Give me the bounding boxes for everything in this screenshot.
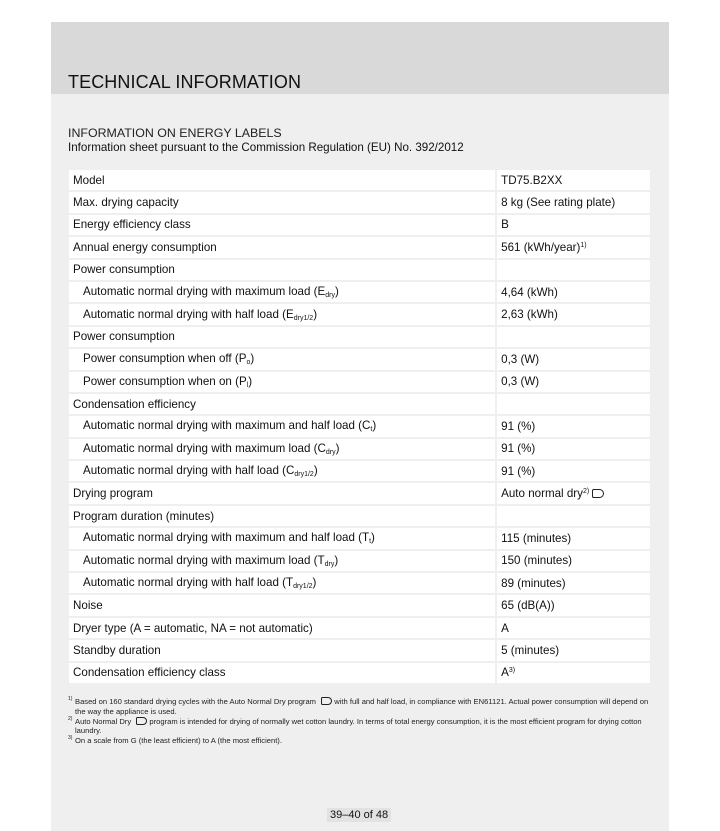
row-label-subscript: dry1/2	[293, 583, 313, 591]
row-label-text: Noise	[73, 599, 103, 613]
row-label-end: )	[371, 531, 375, 545]
row-label	[69, 170, 497, 192]
table-row	[69, 260, 652, 282]
footnote-text: On a scale from G (the least efficient) to A (the most efficient).	[75, 736, 282, 746]
row-value-text: 91 (%)	[501, 464, 536, 478]
table-row	[69, 170, 652, 192]
page-title: TECHNICAL INFORMATION	[68, 72, 302, 92]
row-label	[69, 439, 497, 461]
table-row	[69, 663, 652, 685]
row-label-text: Power consumption	[73, 330, 175, 344]
row-label-text: Automatic normal drying with maximum load (T	[83, 553, 325, 567]
table-row	[69, 192, 652, 214]
row-label-end: )	[335, 441, 340, 455]
footnotes	[68, 697, 658, 746]
row-value	[497, 372, 652, 394]
row-label-text: Max. drying capacity	[73, 196, 179, 210]
row-label-text: Condensation efficiency class	[73, 666, 226, 680]
row-label	[69, 349, 497, 371]
row-label-text: Automatic normal drying with maximum load (E	[83, 285, 326, 299]
row-label	[69, 327, 497, 349]
row-label-text: Power consumption when off (P	[83, 352, 247, 366]
row-label-end: )	[312, 576, 317, 590]
table-row	[69, 304, 652, 326]
table-row	[69, 282, 652, 304]
row-label-subscript: t	[370, 426, 373, 434]
row-label	[69, 192, 497, 214]
row-value-text: 5 (minutes)	[501, 643, 560, 657]
document-page	[51, 22, 669, 831]
row-value	[497, 640, 652, 662]
row-label-text: Energy efficiency class	[73, 218, 191, 232]
row-value	[497, 528, 652, 550]
row-value	[497, 595, 652, 617]
footnote-number: 3)	[68, 735, 73, 742]
row-value	[497, 618, 652, 640]
row-label	[69, 640, 497, 662]
row-value	[497, 170, 652, 192]
footnote-text: program is intended for drying of normally wet cotton laundry. In terms of total energy consumption, it is the most efficient program for drying cotton laundry.	[75, 716, 642, 736]
row-label-text: Drying program	[73, 487, 153, 501]
row-label-text: Program duration (minutes)	[73, 509, 215, 523]
dryer-program-icon	[592, 489, 604, 498]
row-label	[69, 573, 497, 595]
table-row	[69, 237, 652, 259]
table-row	[69, 394, 652, 416]
row-value-text: 150 (minutes)	[501, 554, 573, 568]
row-value-text: TD75.B2XX	[501, 173, 563, 187]
row-value-text: 0,3 (W)	[501, 375, 540, 389]
row-value-text: 8 kg (See rating plate)	[501, 196, 616, 210]
regulation-text: Information sheet pursuant to the Commission Regulation (EU) No. 392/2012	[68, 141, 464, 154]
row-value-text: 0,3 (W)	[501, 352, 540, 366]
table-row	[69, 618, 652, 640]
row-label	[69, 215, 497, 237]
row-label-subscript: dry	[325, 448, 336, 456]
row-label	[69, 483, 497, 505]
row-value-text: 561 (kWh/year)	[501, 240, 581, 254]
row-label-text: Automatic normal drying with maximum and half load (T	[83, 531, 370, 545]
row-label-text: Automatic normal drying with maximum load (C	[83, 441, 326, 455]
table-row	[69, 461, 652, 483]
row-label	[69, 394, 497, 416]
row-value	[497, 282, 652, 304]
row-label	[69, 595, 497, 617]
row-value-text: A	[501, 666, 509, 680]
dryer-program-icon	[136, 717, 147, 725]
row-value	[497, 349, 652, 371]
footnote-number: 1)	[68, 696, 73, 702]
footnote-number: 2)	[68, 715, 73, 722]
table-row	[69, 573, 652, 595]
row-label	[69, 282, 497, 304]
row-label	[69, 528, 497, 550]
row-label	[69, 663, 497, 685]
row-label	[69, 618, 497, 640]
table-row	[69, 215, 652, 237]
row-label-end: )	[335, 285, 339, 299]
row-value	[497, 461, 652, 483]
footnote-text: Based on 160 standard drying cycles with the Auto Normal Dry program	[75, 697, 317, 706]
row-value-text: 2,63 (kWh)	[501, 308, 558, 322]
row-value-text: 89 (minutes)	[501, 576, 566, 590]
row-label-subscript: l	[246, 381, 249, 389]
row-value	[497, 483, 652, 505]
row-label	[69, 237, 497, 259]
row-value	[497, 506, 652, 528]
page-number: 39–40 of 48	[327, 808, 391, 822]
row-value-text: 91 (%)	[501, 442, 536, 456]
row-label-text: Automatic normal drying with half load (C	[83, 464, 295, 478]
row-label-end: )	[313, 307, 318, 321]
row-label-text: Condensation efficiency	[73, 397, 196, 411]
table-row	[69, 372, 652, 394]
row-value	[497, 237, 652, 259]
energy-label-table	[69, 170, 652, 685]
row-value	[497, 573, 652, 595]
table-row	[69, 551, 652, 573]
row-label-text: Standby duration	[73, 643, 161, 657]
footnote-text: Auto Normal Dry	[75, 716, 132, 726]
row-label	[69, 551, 497, 573]
row-value	[497, 192, 652, 214]
table-row	[69, 439, 652, 461]
row-value-superscript: 1)	[580, 241, 587, 249]
row-value-text: 65 (dB(A))	[501, 599, 555, 613]
row-value-text: 91 (%)	[501, 419, 536, 433]
row-value-text: Auto normal dry	[501, 487, 583, 501]
row-label	[69, 372, 497, 394]
row-value-superscript: 2)	[582, 488, 590, 496]
table-row	[69, 416, 652, 438]
row-label	[69, 506, 497, 528]
row-label-end: )	[313, 464, 318, 478]
row-value-text: B	[501, 218, 509, 232]
row-label-text: Automatic normal drying with half load (E	[83, 307, 294, 321]
row-value	[497, 439, 652, 461]
row-label	[69, 260, 497, 282]
row-label-text: Annual energy consumption	[73, 240, 217, 254]
row-value	[497, 551, 652, 573]
footnote-text: with full and half load, in compliance with EN61121. Actual power consumption will depend on the way the appliance is used.	[75, 697, 649, 716]
row-label-subscript: dry1/2	[293, 314, 314, 322]
row-label-end: )	[372, 419, 377, 433]
row-label-subscript: dry	[324, 560, 335, 568]
row-value-text: A	[501, 621, 509, 635]
row-label-subscript: dry	[325, 292, 335, 300]
row-value	[497, 215, 652, 237]
row-value	[497, 663, 652, 685]
row-label-end: )	[248, 374, 253, 388]
row-label	[69, 461, 497, 483]
table-row	[69, 506, 652, 528]
footnote-2	[68, 717, 658, 737]
row-value-text: 115 (minutes)	[501, 531, 572, 545]
dryer-program-icon	[321, 697, 332, 705]
row-label-subscript: o	[246, 359, 251, 367]
row-value-superscript: 3)	[508, 667, 516, 675]
row-label-end: )	[334, 553, 339, 567]
section-subtitle: INFORMATION ON ENERGY LABELS	[68, 126, 282, 140]
row-value	[497, 304, 652, 326]
row-value	[497, 394, 652, 416]
table-row	[69, 349, 652, 371]
row-value	[497, 260, 652, 282]
row-label-text: Power consumption	[73, 263, 175, 277]
table-row	[69, 595, 652, 617]
row-label-end: )	[250, 352, 255, 366]
row-value-text: 4,64 (kWh)	[501, 285, 558, 299]
table-row	[69, 528, 652, 550]
row-label-subscript: dry1/2	[294, 471, 314, 479]
row-label-subscript: t	[369, 538, 372, 546]
row-label-text: Automatic normal drying with half load (T	[83, 576, 294, 590]
row-label-text: Automatic normal drying with maximum and half load (C	[83, 419, 371, 433]
footnote-1	[68, 697, 658, 717]
table-row	[69, 640, 652, 662]
row-label	[69, 304, 497, 326]
row-label	[69, 416, 497, 438]
footnote-3	[68, 736, 658, 746]
row-value	[497, 416, 652, 438]
row-value	[497, 327, 652, 349]
row-label-text: Dryer type (A = automatic, NA = not automatic)	[73, 621, 313, 635]
row-label-text: Model	[73, 173, 105, 187]
row-label-text: Power consumption when on (P	[83, 374, 247, 388]
table-row	[69, 483, 652, 505]
table-row	[69, 327, 652, 349]
